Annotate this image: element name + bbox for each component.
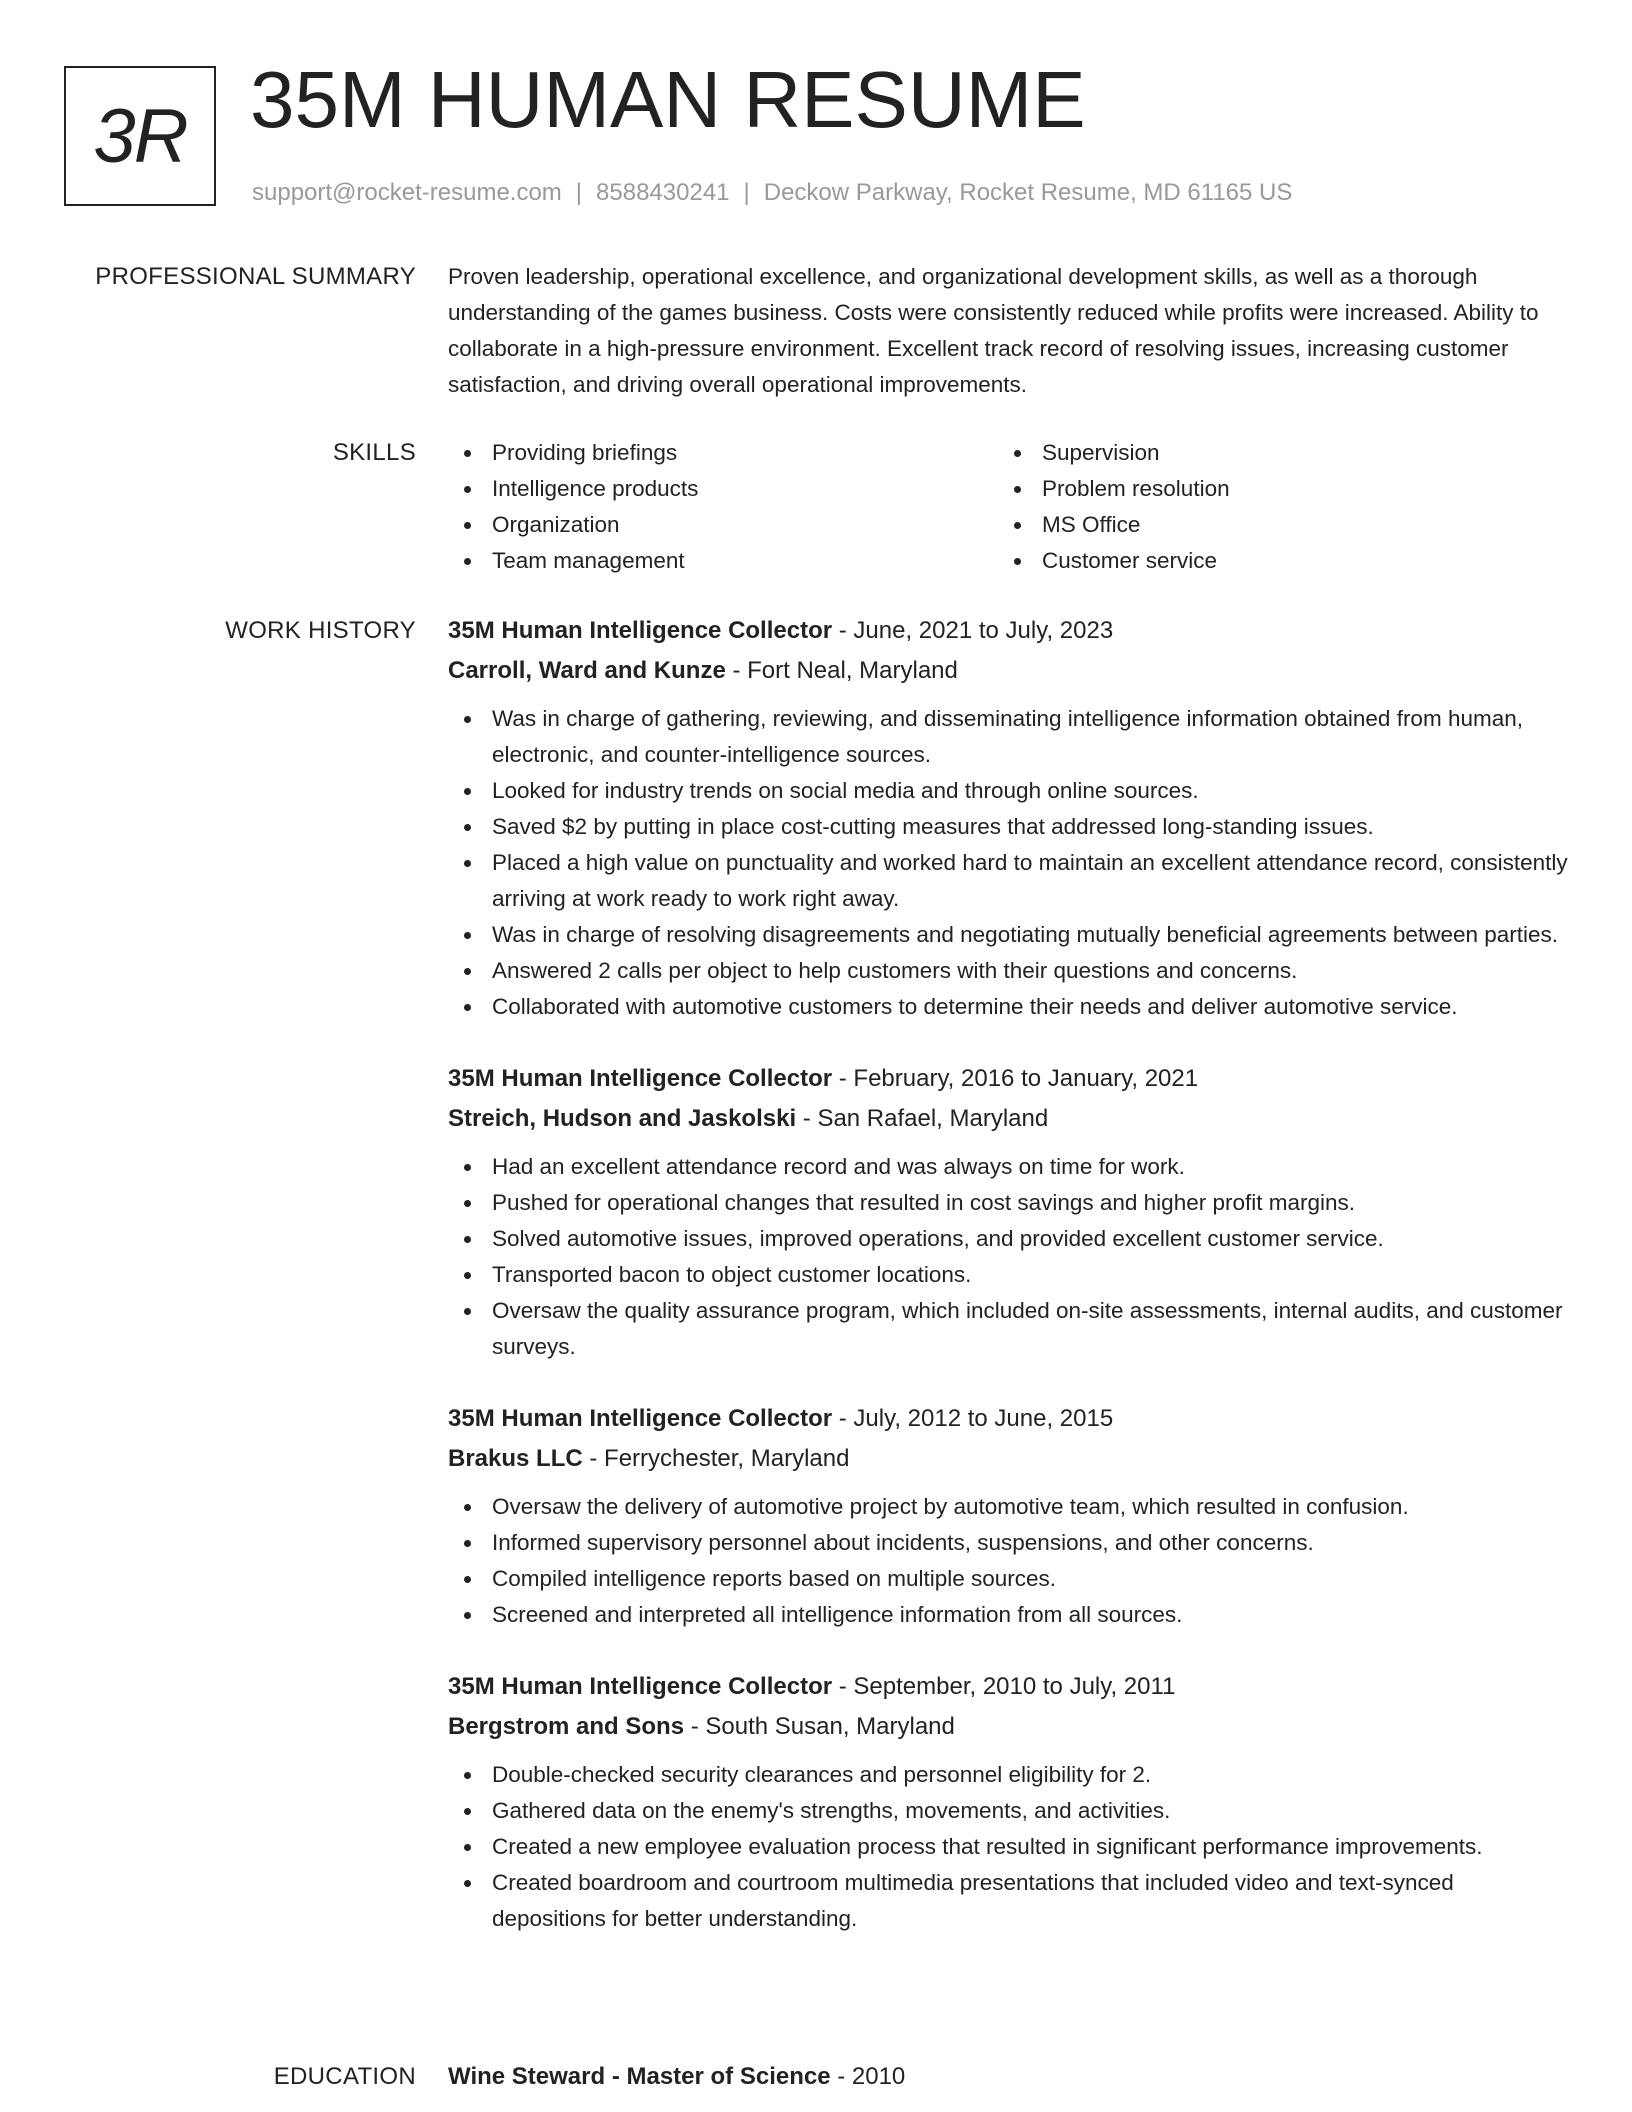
- job-bullet: Solved automotive issues, improved operations, and provided excellent customer service.: [448, 1221, 1570, 1257]
- contact-separator: |: [743, 179, 750, 206]
- job-bullet: Was in charge of resolving disagreements and negotiating mutually beneficial agreements between parties.: [448, 917, 1570, 953]
- skills-list-right: [998, 435, 1548, 579]
- skill-item: Organization: [448, 507, 998, 543]
- job-company-line: [448, 651, 1570, 691]
- job-bullet: Had an excellent attendance record and was always on time for work.: [448, 1149, 1570, 1185]
- skill-item: MS Office: [998, 507, 1548, 543]
- job-bullet: Transported bacon to object customer locations.: [448, 1257, 1570, 1293]
- summary-text: Proven leadership, operational excellence, and organizational development skills, as well as a thorough understanding of the games business. Costs were consistently reduced while profits were increased. Ability to collaborate in a high-pressure environment. Excellent track record of resolving issues, increasing customer satisfaction, and driving overall operational improvements.: [448, 264, 1539, 397]
- job-bullets: [448, 701, 1570, 1025]
- job-company: Streich, Hudson and Jaskolski: [448, 1105, 797, 1132]
- job-dates: - September, 2010 to July, 2011: [832, 1673, 1176, 1700]
- job-bullet: Pushed for operational changes that resulted in cost savings and higher profit margins.: [448, 1185, 1570, 1221]
- job-bullets: [448, 1489, 1570, 1633]
- job-bullet: Collaborated with automotive customers to determine their needs and deliver automotive service.: [448, 989, 1570, 1025]
- job-title-line: [448, 611, 1570, 651]
- job-bullet: Oversaw the delivery of automotive project by automotive team, which resulted in confusion.: [448, 1489, 1570, 1525]
- job-dates: - February, 2016 to January, 2021: [832, 1065, 1199, 1092]
- job-company: Bergstrom and Sons: [448, 1713, 685, 1740]
- skills-list-left: [448, 435, 998, 579]
- job-bullet: Created boardroom and courtroom multimedia presentations that included video and text-synced depositions for better understanding.: [448, 1865, 1570, 1937]
- job-bullet: Saved $2 by putting in place cost-cutting measures that addressed long-standing issues.: [448, 809, 1570, 845]
- job-title-line: [448, 1399, 1570, 1439]
- job-bullet: Screened and interpreted all intelligence information from all sources.: [448, 1597, 1570, 1633]
- education-label: EDUCATION: [273, 2063, 416, 2090]
- skill-item: Supervision: [998, 435, 1548, 471]
- job-location: - San Rafael, Maryland: [796, 1105, 1049, 1132]
- job-bullet: Compiled intelligence reports based on multiple sources.: [448, 1561, 1570, 1597]
- skills-label: SKILLS: [332, 439, 416, 466]
- job-company: Brakus LLC: [448, 1445, 583, 1472]
- job-bullet: Looked for industry trends on social media and through online sources.: [448, 773, 1570, 809]
- skill-item: Providing briefings: [448, 435, 998, 471]
- job-bullet: Oversaw the quality assurance program, which included on-site assessments, internal audits, and customer surveys.: [448, 1293, 1570, 1365]
- job-entry: [448, 1059, 1570, 1365]
- job-title: 35M Human Intelligence Collector: [448, 1065, 833, 1092]
- contact-phone: 8588430241: [596, 179, 730, 206]
- job-location: - South Susan, Maryland: [684, 1713, 955, 1740]
- education-degree-line: [448, 2057, 1570, 2097]
- contact-email: support@rocket-resume.com: [252, 179, 562, 206]
- job-entry: [448, 611, 1570, 1025]
- education-body: [448, 2057, 1570, 2097]
- job-entry: [448, 1399, 1570, 1633]
- job-bullets: [448, 1149, 1570, 1365]
- job-bullets: [448, 1757, 1570, 1937]
- job-bullet: Placed a high value on punctuality and worked hard to maintain an excellent attendance record, consistently arriving at work ready to work right away.: [448, 845, 1570, 917]
- job-title-line: [448, 1667, 1570, 1707]
- job-location: - Fort Neal, Maryland: [725, 657, 958, 684]
- contact-line: [252, 176, 1292, 210]
- job-bullet: Answered 2 calls per object to help customers with their questions and concerns.: [448, 953, 1570, 989]
- job-company-line: [448, 1439, 1570, 1479]
- skill-item: Team management: [448, 543, 998, 579]
- job-bullet: Created a new employee evaluation process that resulted in significant performance improvements.: [448, 1829, 1570, 1865]
- job-title: 35M Human Intelligence Collector: [448, 1405, 833, 1432]
- resume-name: 35M HUMAN RESUME: [250, 55, 1086, 144]
- job-company: Carroll, Ward and Kunze: [448, 657, 726, 684]
- skill-item: Customer service: [998, 543, 1548, 579]
- job-title: 35M Human Intelligence Collector: [448, 617, 833, 644]
- job-title-line: [448, 1059, 1570, 1099]
- summary-body: [448, 259, 1570, 403]
- work-history-body: [448, 611, 1570, 1971]
- job-bullet: Double-checked security clearances and personnel eligibility for 2.: [448, 1757, 1570, 1793]
- education-degree: Wine Steward - Master of Science: [448, 2063, 831, 2090]
- job-company-line: [448, 1099, 1570, 1139]
- job-entry: [448, 1667, 1570, 1937]
- skill-item: Intelligence products: [448, 471, 998, 507]
- job-bullet: Gathered data on the enemy's strengths, movements, and activities.: [448, 1793, 1570, 1829]
- job-company-line: [448, 1707, 1570, 1747]
- summary-label: PROFESSIONAL SUMMARY: [95, 263, 416, 290]
- job-bullet: Was in charge of gathering, reviewing, and disseminating intelligence information obtained from human, electronic, and counter-intelligence sources.: [448, 701, 1570, 773]
- contact-address: Deckow Parkway, Rocket Resume, MD 61165 US: [763, 179, 1293, 206]
- skills-body: [448, 435, 1570, 579]
- job-bullet: Informed supervisory personnel about incidents, suspensions, and other concerns.: [448, 1525, 1570, 1561]
- education-year: - 2010: [830, 2063, 906, 2090]
- job-title: 35M Human Intelligence Collector: [448, 1673, 833, 1700]
- contact-separator: |: [575, 179, 583, 206]
- skill-item: Problem resolution: [998, 471, 1548, 507]
- monogram-logo: 3R: [64, 66, 216, 206]
- job-dates: - July, 2012 to June, 2015: [832, 1405, 1114, 1432]
- job-dates: - June, 2021 to July, 2023: [832, 617, 1114, 644]
- job-location: - Ferrychester, Maryland: [582, 1445, 850, 1472]
- work-history-label: WORK HISTORY: [225, 617, 416, 644]
